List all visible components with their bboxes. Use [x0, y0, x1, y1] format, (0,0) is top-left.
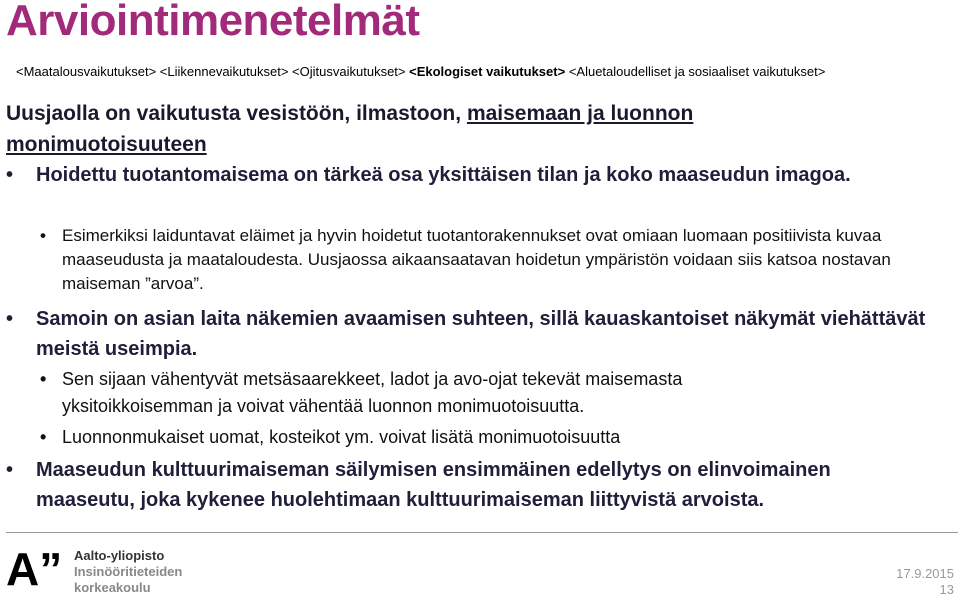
aalto-logo-icon: A” [6, 543, 63, 595]
bullet-text-1: Hoidettu tuotantomaisema on tärkeä osa yksittäisen tilan ja koko maaseudun imagoa. [36, 164, 851, 186]
subheading-plain: Uusjaolla on vaikutusta vesistöön, ilmastoon, [6, 102, 467, 125]
breadcrumb-after: <Aluetaloudelliset ja sosiaaliset vaikutukset> [565, 64, 826, 79]
logo-line-1: Aalto-yliopisto [74, 548, 165, 563]
university-name [74, 548, 182, 596]
bullet-marker: • [40, 427, 47, 447]
bullet-marker: • [6, 308, 14, 330]
breadcrumb [16, 64, 825, 79]
bullet-text-2: Esimerkiksi laiduntavat eläimet ja hyvin hoidetut tuotantorakennukset ovat omiaan luomaan positiivista kuvaa maaseudusta ja maataloudesta. Uusjaossa aikaansaatavan hoidetun ympäristön voidaan siis katsoa nostavan maiseman ”arvoa”. [62, 226, 891, 293]
bullet-marker: • [6, 164, 14, 186]
slide-date: 17.9.2015 [896, 566, 954, 581]
subheading-underlined-1: maisemaan ja luonnon [466, 102, 694, 125]
bullet-marker: • [40, 226, 46, 245]
subheading-underlined-2: monimuotoisuuteen [6, 133, 207, 156]
breadcrumb-before: <Maatalousvaikutukset> <Liikennevaikutukset> <Ojitusvaikutukset> [16, 64, 410, 79]
breadcrumb-current: <Ekologiset vaikutukset> [409, 64, 566, 79]
bullet-text-6: Maaseudun kulttuurimaiseman säilymisen ensimmäinen edellytys on elinvoimainen maaseutu, joka kykenee huolehtimaan kulttuurimaiseman liittyvistä arvoista. [36, 459, 831, 511]
bullet-text-4: Sen sijaan vähentyvät metsäsaarekkeet, ladot ja avo-ojat tekevät maisemasta yksitoikkoisemman ja voivat vähentää luonnon monimuotoisuutta. [62, 369, 683, 416]
bullet-text-5: Luonnonmukaiset uomat, kosteikot ym. voivat lisätä monimuotoisuutta [62, 427, 621, 447]
slide-number: 13 [939, 582, 954, 597]
bullet-text-3: Samoin on asian laita näkemien avaamisen suhteen, sillä kauaskantoiset näkymät viehättävät meistä useimpia. [36, 308, 926, 360]
footer-divider [6, 532, 958, 533]
logo-line-2: Insinööritieteiden [74, 564, 183, 579]
subheading [6, 98, 906, 160]
bullet-marker: • [6, 459, 14, 481]
logo-line-3: korkeakoulu [74, 580, 151, 595]
slide-title: Arviointimenetelmät [6, 0, 420, 45]
bullet-marker: • [40, 369, 47, 389]
